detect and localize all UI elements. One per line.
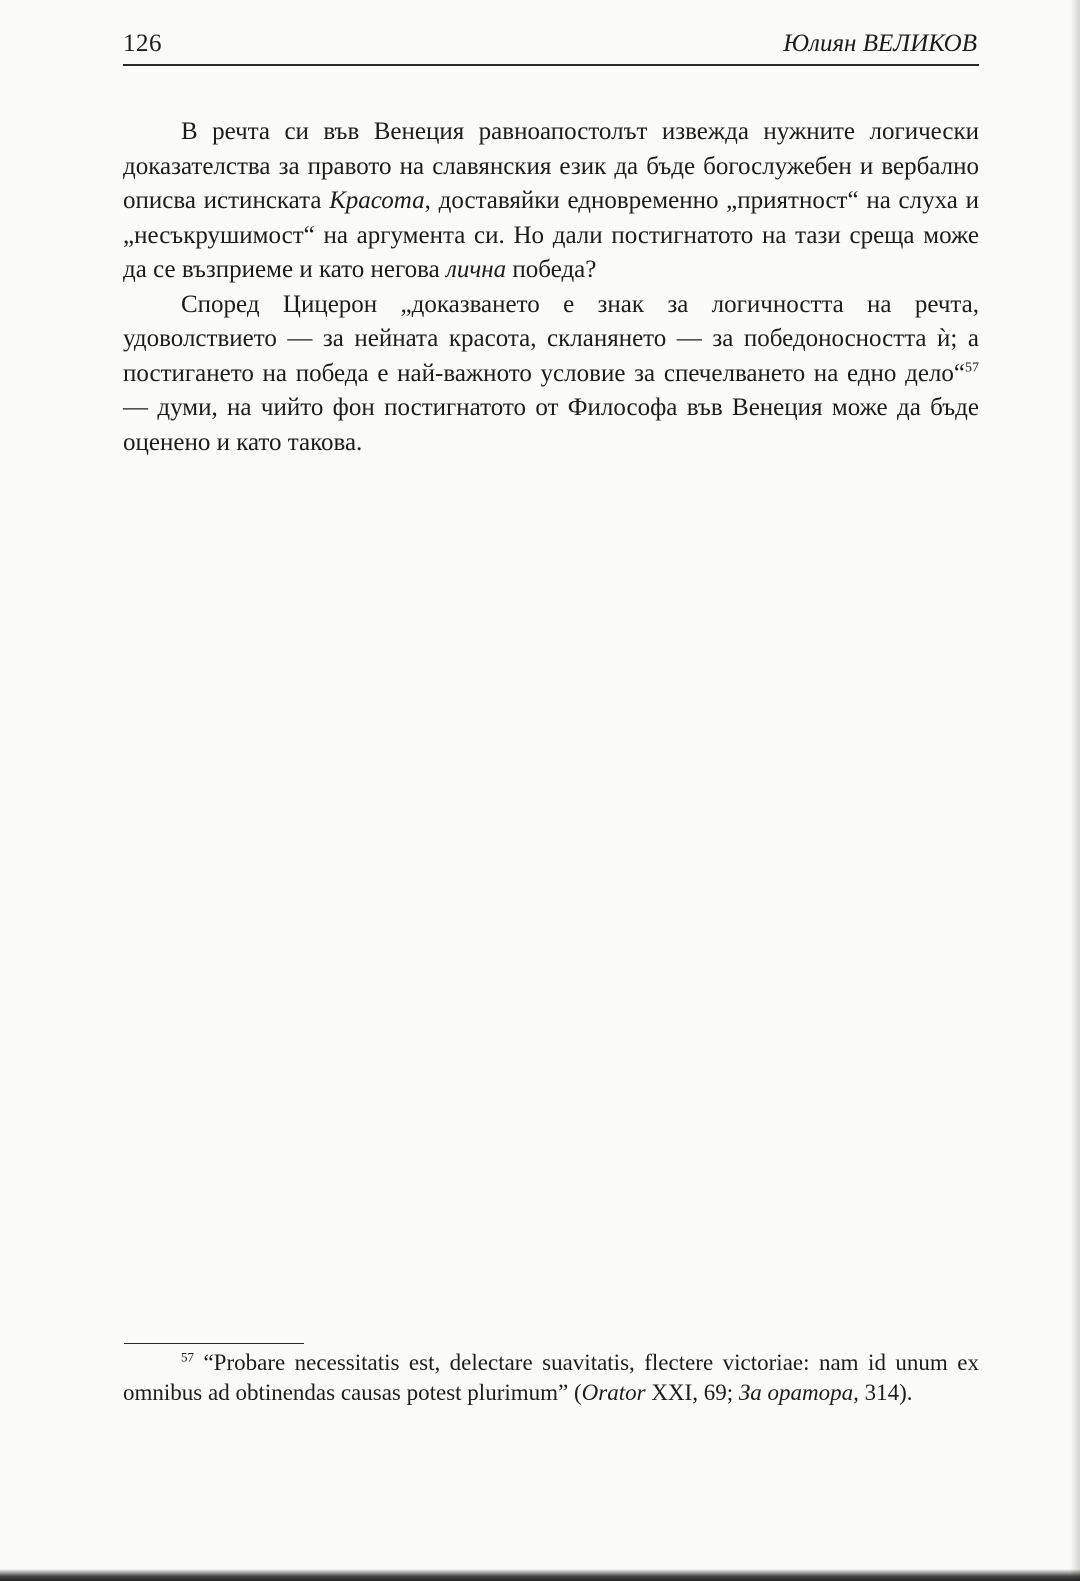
emphasis-lichna: лична: [445, 256, 507, 283]
paragraph-1-text-b: , доставяйки едновременно „приятност“ на слуха и „несъкрушимост“ на аргумента си. Но дали постигнатото на тази среща може да се възприеме и като негова: [123, 187, 979, 283]
running-head-author: Юлиян ВЕЛИКОВ: [783, 30, 977, 57]
page-number: 126: [123, 30, 162, 57]
running-head: [123, 26, 979, 66]
footnote-text-a: “Probare necessitatis est, delectare suavitatis, flectere victoriae: nam id unum ex omnibus ad obtinendas causas potest plurimum” (: [123, 1350, 979, 1405]
paragraph-1-text-a: В речта си във Венеция равноапостолът извежда нужните логически доказателства за правото на славянския език да бъде богослужебен и вербално описва истинската: [123, 118, 979, 214]
page-right-edge: [1070, 0, 1080, 1581]
footnote-title-orator: Orator: [581, 1380, 646, 1405]
page-bottom-edge: [0, 1569, 1080, 1581]
paragraph-2-text-a: Според Цицерон „доказването е знак за логичността на речта, удоволствието — за нейната красота, скланянето — за победоносността ѝ; а постигането на победа е най-важното условие за спечелването на едно дело“: [123, 290, 979, 387]
paragraph-2: [123, 288, 979, 461]
emphasis-krasota: Красота: [329, 187, 425, 214]
footnote-text-b: XXI, 69;: [645, 1380, 739, 1405]
footnote-57: [123, 1348, 979, 1408]
footnote-reference[interactable]: 57: [965, 360, 979, 376]
paragraph-1-text-c: победа?: [506, 256, 597, 283]
footnote-marker: 57: [181, 1349, 194, 1365]
footnote-separator: [124, 1343, 304, 1344]
header-rule: [123, 64, 979, 66]
footnote-text-c: 314).: [858, 1380, 913, 1405]
paragraph-2-text-b: — думи, на чийто фон постигнатото от Философа във Венеция може да бъде оценено и като такова.: [123, 394, 979, 456]
footnote-title-za-oratora: За оратора,: [738, 1380, 859, 1405]
paragraph-1: [123, 115, 979, 288]
body-text: [123, 115, 979, 460]
